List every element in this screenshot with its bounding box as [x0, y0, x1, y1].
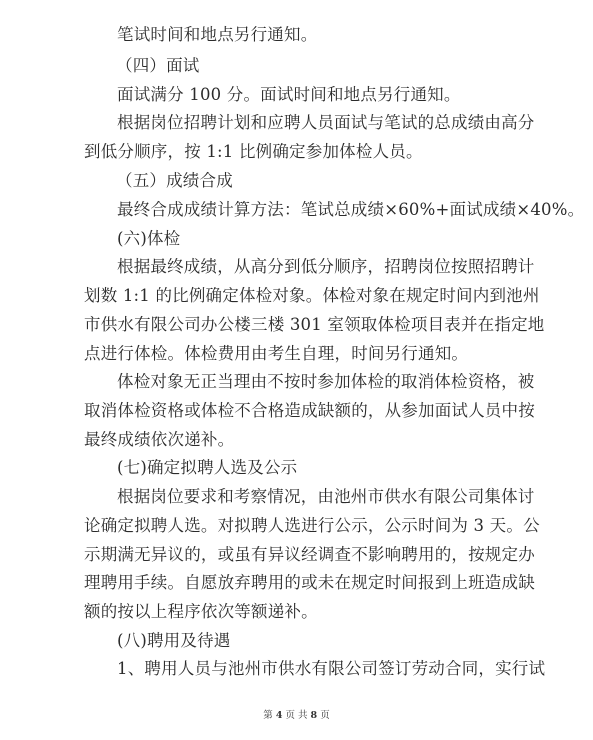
section-heading-employment: (八)聘用及待遇	[117, 631, 231, 650]
text-line: 示期满无异议的，或虽有异议经调查不影响聘用的，按规定办	[84, 545, 535, 564]
page-number-footer	[0, 707, 593, 721]
text-line: 面试满分 100 分。面试时间和地点另行通知。	[117, 85, 461, 104]
text-line: 点进行体检。体检费用由考生自理，时间另行通知。	[84, 344, 469, 363]
footer-middle: 页 共	[285, 710, 308, 721]
text-line: 根据最终成绩，从高分到低分顺序，招聘岗位按照招聘计	[117, 257, 535, 276]
text-line: 市供水有限公司办公楼三楼 301 室领取体检项目表并在指定地	[84, 315, 545, 334]
text-line: 1、聘用人员与池州市供水有限公司签订劳动合同，实行试	[117, 659, 546, 678]
total-page-number: 8	[310, 710, 318, 721]
text-line: 额的按以上程序依次等额递补。	[84, 602, 318, 621]
text-line: 体检对象无正当理由不按时参加体检的取消体检资格，被	[117, 372, 535, 391]
current-page-number: 4	[275, 710, 283, 721]
text-line: 根据岗位要求和考察情况，由池州市供水有限公司集体讨	[117, 487, 535, 506]
footer-prefix: 第	[263, 710, 273, 721]
text-line: 划数 1:1 的比例确定体检对象。体检对象在规定时间内到池州	[84, 286, 540, 305]
footer-suffix: 页	[320, 710, 330, 721]
text-line: 笔试时间和地点另行通知。	[117, 25, 318, 44]
text-line: 理聘用手续。自愿放弃聘用的或未在规定时间报到上班造成缺	[84, 573, 535, 592]
text-line: 论确定拟聘人选。对拟聘人选进行公示，公示时间为 3 天。公	[84, 516, 540, 535]
section-heading-interview: （四）面试	[116, 56, 200, 75]
text-line: 最终成绩依次递补。	[84, 430, 235, 449]
text-line: 取消体检资格或体检不合格造成缺额的，从参加面试人员中按	[84, 401, 535, 420]
section-heading-score: （五）成绩合成	[116, 171, 233, 190]
text-line: 根据岗位招聘计划和应聘人员面试与笔试的总成绩由高分	[117, 113, 535, 132]
section-heading-publicity: (七)确定拟聘人选及公示	[117, 458, 298, 477]
text-line: 到低分顺序，按 1:1 比例确定参加体检人员。	[84, 142, 423, 161]
text-line: 最终合成成绩计算方法：笔试总成绩×60%+面试成绩×40%。	[117, 200, 585, 219]
section-heading-exam: (六)体检	[117, 229, 181, 248]
